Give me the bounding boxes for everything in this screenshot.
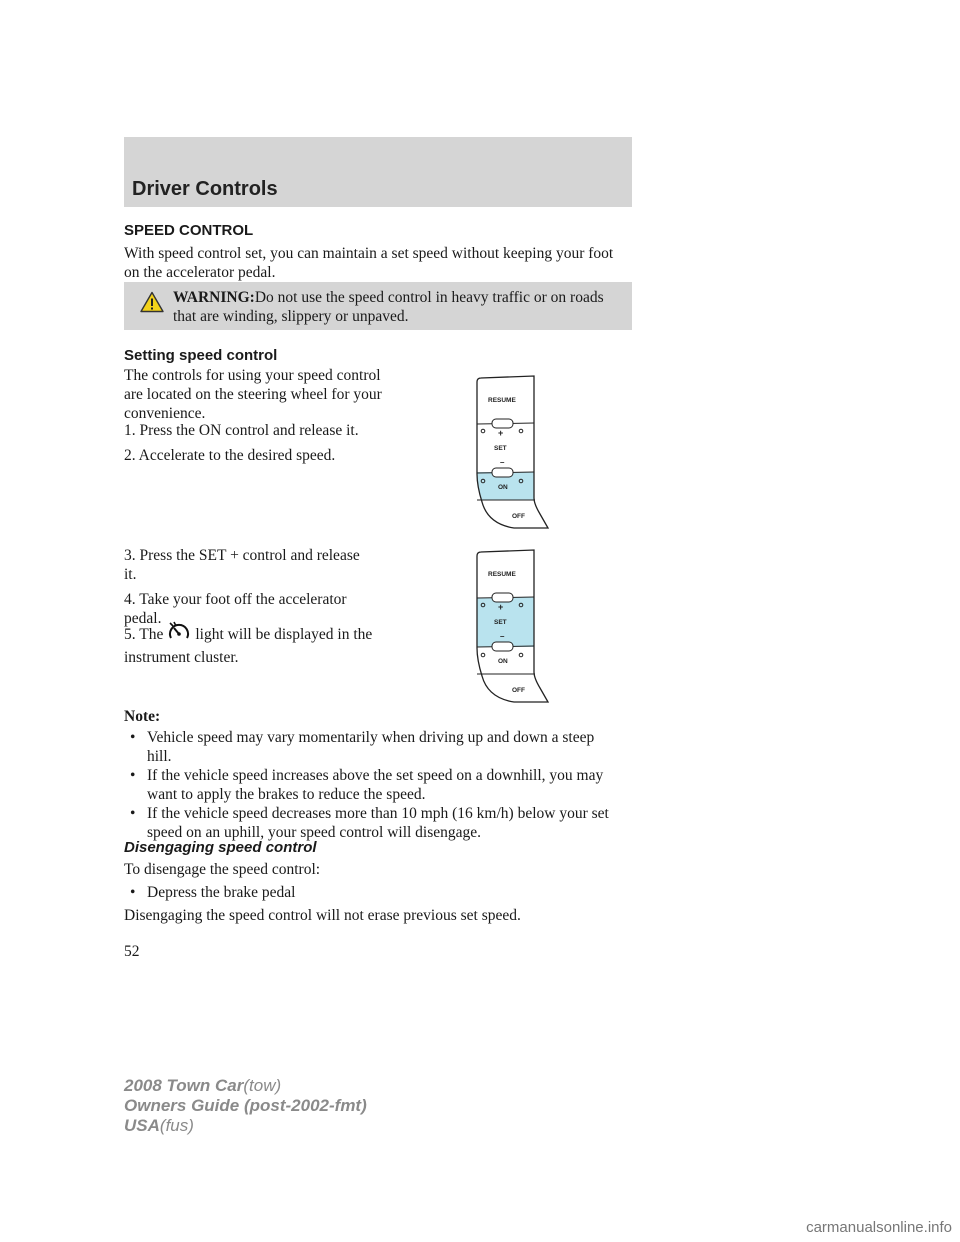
on-label: ON bbox=[498, 658, 508, 665]
disengaging-outro: Disengaging the speed control will not erase previous set speed. bbox=[124, 907, 521, 924]
set-label: SET bbox=[494, 445, 507, 452]
footer-model-code: (tow) bbox=[243, 1076, 282, 1095]
note-bullet: • If the vehicle speed increases above the set speed on a downhill, you may want to apply the brakes to reduce the speed. bbox=[130, 767, 604, 803]
warning-text: Do not use the speed control in heavy traffic or on roads that are winding, slippery or unpaved. bbox=[173, 289, 604, 325]
set-label: SET bbox=[494, 619, 507, 626]
setting-speed-control-heading: Setting speed control bbox=[124, 347, 278, 364]
setting-intro: The controls for using your speed control are located on the steering wheel for your convenience. bbox=[124, 367, 382, 422]
footer-guide: Owners Guide (post-2002-fmt) bbox=[124, 1096, 367, 1115]
note-bullet: • Vehicle speed may vary momentarily when driving up and down a steep hill. bbox=[130, 729, 595, 765]
disengaging-bullet: • Depress the brake pedal bbox=[130, 884, 296, 901]
plus-label: + bbox=[498, 602, 504, 612]
document-footer bbox=[124, 1076, 367, 1136]
section-header bbox=[124, 137, 632, 207]
footer-market: USA bbox=[124, 1116, 160, 1135]
step-5-prefix: 5. The bbox=[124, 626, 164, 643]
section-title: Driver Controls bbox=[132, 178, 278, 200]
warning-box bbox=[124, 282, 632, 330]
off-label: OFF bbox=[512, 513, 525, 520]
minus-label: – bbox=[500, 632, 505, 641]
off-label: OFF bbox=[512, 687, 525, 694]
step-2: 2. Accelerate to the desired speed. bbox=[124, 447, 336, 464]
step-1: 1. Press the ON control and release it. bbox=[124, 422, 359, 439]
step-5-suffix: light will be displayed in the instrument cluster. bbox=[124, 626, 373, 666]
speed-control-indicator-icon bbox=[167, 621, 191, 648]
note-label: Note: bbox=[124, 708, 161, 725]
disengaging-heading: Disengaging speed control bbox=[124, 839, 317, 856]
plus-label: + bbox=[498, 428, 504, 438]
note-bullet: • If the vehicle speed decreases more than 10 mph (16 km/h) below your set speed on an uphill, your speed control will disengage. bbox=[130, 805, 609, 841]
resume-label: RESUME bbox=[488, 571, 516, 578]
minus-label: – bbox=[500, 458, 505, 467]
watermark: carmanualsonline.info bbox=[806, 1219, 952, 1236]
speed-controls-illustration-on bbox=[464, 374, 560, 532]
footer-model: 2008 Town Car bbox=[124, 1076, 244, 1095]
page-number: 52 bbox=[124, 943, 140, 960]
step-3: 3. Press the SET + control and release it. bbox=[124, 547, 360, 583]
step-4: 4. Take your foot off the accelerator pedal. bbox=[124, 591, 347, 627]
warning-message bbox=[173, 288, 623, 326]
warning-triangle-icon bbox=[140, 291, 164, 318]
step-5 bbox=[124, 621, 384, 667]
disengaging-intro: To disengage the speed control: bbox=[124, 861, 321, 878]
speed-control-heading: SPEED CONTROL bbox=[124, 222, 254, 239]
speed-control-intro: With speed control set, you can maintain a set speed without keeping your foot on the accelerator pedal. bbox=[124, 245, 614, 281]
warning-label: WARNING: bbox=[173, 289, 255, 306]
on-label: ON bbox=[498, 484, 508, 491]
footer-market-code: (fus) bbox=[159, 1116, 194, 1135]
speed-controls-illustration-set bbox=[464, 548, 560, 706]
resume-label: RESUME bbox=[488, 397, 516, 404]
